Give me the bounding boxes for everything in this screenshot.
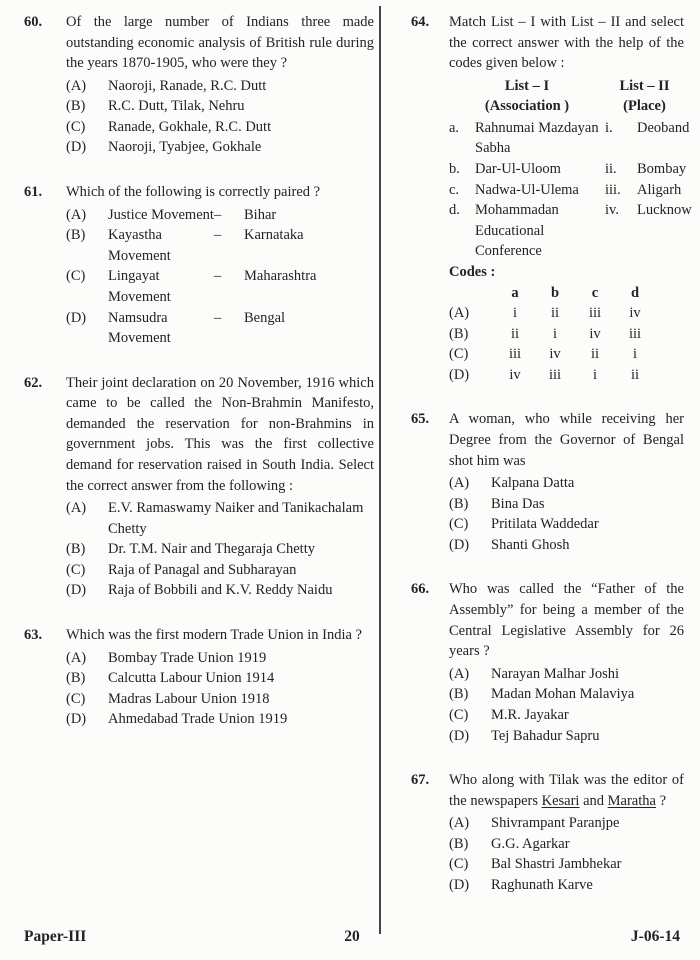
right-column bbox=[381, 0, 700, 938]
option-row bbox=[66, 668, 374, 689]
question-stem: A woman, who while receiving her Degree from the Governor of Bengal shot him was bbox=[449, 411, 684, 469]
codes-cell: i bbox=[552, 325, 558, 342]
option-row bbox=[449, 664, 684, 685]
question-number: 66. bbox=[411, 581, 430, 598]
question-67 bbox=[411, 770, 684, 895]
question-65 bbox=[411, 409, 684, 555]
option-pair-row bbox=[66, 266, 374, 307]
question-body bbox=[66, 12, 374, 158]
codes-header-spacer bbox=[449, 283, 495, 304]
option-row bbox=[66, 539, 374, 560]
option-text: Shivrampant Paranjpe bbox=[491, 815, 620, 832]
option-label: (A) bbox=[66, 500, 87, 517]
option-text: Narayan Malhar Joshi bbox=[491, 665, 620, 682]
codes-header-a: a bbox=[511, 284, 519, 301]
option-text: R.C. Dutt, Tilak, Nehru bbox=[108, 98, 245, 115]
codes-cell: iv bbox=[549, 346, 561, 363]
option-row bbox=[66, 580, 374, 601]
option-text: Raja of Panagal and Subharayan bbox=[108, 561, 297, 578]
pair-right-text: Karnataka bbox=[244, 227, 304, 244]
match-row bbox=[449, 159, 687, 180]
question-stem: Which of the following is correctly paired ? bbox=[66, 184, 321, 201]
codes-row bbox=[449, 344, 684, 365]
question-body bbox=[66, 625, 374, 730]
question-body bbox=[449, 12, 692, 385]
question-number: 61. bbox=[24, 184, 43, 201]
question-body bbox=[66, 373, 374, 601]
option-text: Madras Labour Union 1918 bbox=[108, 690, 270, 707]
stem-text: Who along with Tilak was the editor of the newspapers bbox=[449, 772, 684, 809]
codes-option-label: (C) bbox=[449, 346, 469, 363]
codes-header-row bbox=[449, 283, 684, 304]
match-name: Nadwa-Ul-Ulema bbox=[475, 181, 579, 198]
option-label: (A) bbox=[449, 815, 470, 832]
pair-dash: – bbox=[214, 309, 222, 326]
pair-left-text: Justice Movement bbox=[108, 206, 214, 223]
option-label: (A) bbox=[66, 77, 87, 94]
question-stem: Match List – I with List – II and select the correct answer with the help of the codes given below : bbox=[449, 14, 684, 72]
codes-option-label: (A) bbox=[449, 305, 470, 322]
option-text: Naoroji, Ranade, R.C. Dutt bbox=[108, 77, 267, 94]
codes-cell: ii bbox=[590, 346, 600, 363]
option-label: (D) bbox=[449, 876, 470, 893]
option-row bbox=[449, 535, 684, 556]
question-64 bbox=[411, 12, 692, 385]
underlined-newspaper-kesari: Kesari bbox=[541, 792, 580, 809]
option-text: Raja of Bobbili and K.V. Reddy Naidu bbox=[108, 582, 333, 599]
option-label: (C) bbox=[66, 561, 86, 578]
option-label: (B) bbox=[66, 98, 86, 115]
option-text: Ranade, Gokhale, R.C. Dutt bbox=[108, 118, 272, 135]
option-text: G.G. Agarkar bbox=[491, 835, 570, 852]
codes-cell: i bbox=[592, 366, 598, 383]
question-number: 63. bbox=[24, 627, 43, 644]
list1-subtitle: (Association ) bbox=[484, 98, 570, 115]
codes-cell: ii bbox=[550, 305, 560, 322]
option-pair-row bbox=[66, 225, 374, 266]
option-label: (C) bbox=[66, 268, 86, 285]
option-text: Kalpana Datta bbox=[491, 475, 575, 492]
option-row bbox=[449, 834, 684, 855]
option-text: Madan Mohan Malaviya bbox=[491, 686, 635, 703]
option-row bbox=[66, 96, 374, 117]
option-label: (B) bbox=[66, 541, 86, 558]
codes-cell: i bbox=[512, 305, 518, 322]
question-number: 62. bbox=[24, 374, 43, 391]
option-pair-row bbox=[66, 205, 374, 226]
option-row bbox=[449, 494, 684, 515]
footer-page-number: 20 bbox=[344, 928, 360, 945]
option-row bbox=[449, 854, 684, 875]
question-stem: Which was the first modern Trade Union in India ? bbox=[66, 627, 362, 644]
option-label: (B) bbox=[449, 835, 469, 852]
match-place: Aligarh bbox=[637, 181, 682, 198]
option-row bbox=[66, 709, 374, 730]
question-66 bbox=[411, 579, 684, 746]
match-place: Bombay bbox=[637, 161, 687, 178]
match-row bbox=[449, 200, 692, 262]
option-label: (B) bbox=[66, 670, 86, 687]
question-body bbox=[449, 770, 684, 895]
option-label: (D) bbox=[66, 711, 87, 728]
option-label: (A) bbox=[66, 206, 87, 223]
option-text: Bina Das bbox=[491, 495, 545, 512]
option-text: M.R. Jayakar bbox=[491, 706, 569, 723]
codes-option-label: (D) bbox=[449, 366, 470, 383]
options-list bbox=[66, 498, 374, 601]
pair-dash: – bbox=[214, 227, 222, 244]
list1-title: List – I bbox=[504, 77, 550, 94]
option-text: Naoroji, Tyabjee, Gokhale bbox=[108, 139, 262, 156]
match-place: Lucknow bbox=[637, 202, 692, 219]
pair-left-text: Kayastha Movement bbox=[108, 227, 171, 264]
option-text: Bombay Trade Union 1919 bbox=[108, 649, 267, 666]
option-label: (D) bbox=[66, 582, 87, 599]
list2-title: List – II bbox=[619, 77, 670, 94]
option-row bbox=[66, 689, 374, 710]
question-61 bbox=[24, 182, 374, 349]
match-name: Mohammadan Educational Conference bbox=[475, 202, 559, 260]
codes-cell: iii bbox=[548, 366, 562, 383]
pair-right-text: Bihar bbox=[244, 206, 277, 223]
codes-cell: ii bbox=[510, 325, 520, 342]
option-label: (D) bbox=[449, 536, 470, 553]
option-row bbox=[449, 514, 684, 535]
codes-row bbox=[449, 324, 684, 345]
codes-cell: iv bbox=[589, 325, 601, 342]
match-name: Rahnumai Mazdayan Sabha bbox=[475, 119, 599, 157]
stem-text: ? bbox=[655, 792, 667, 809]
option-row bbox=[449, 473, 684, 494]
match-place: Deoband bbox=[637, 119, 690, 136]
match-letter: d. bbox=[449, 202, 460, 219]
option-label: (A) bbox=[449, 475, 470, 492]
option-row bbox=[449, 813, 684, 834]
option-row bbox=[66, 648, 374, 669]
codes-cell: iii bbox=[588, 305, 602, 322]
pair-right-text: Bengal bbox=[244, 309, 286, 326]
options-list bbox=[66, 648, 374, 730]
list2-subtitle: (Place) bbox=[623, 98, 666, 115]
question-body bbox=[449, 579, 684, 746]
question-body bbox=[449, 409, 684, 555]
question-number: 65. bbox=[411, 411, 430, 428]
match-letter: a. bbox=[449, 119, 460, 136]
option-text: Ahmedabad Trade Union 1919 bbox=[108, 711, 288, 728]
pair-dash: – bbox=[214, 268, 222, 285]
option-label: (B) bbox=[449, 495, 469, 512]
question-number: 60. bbox=[24, 14, 43, 30]
option-label: (C) bbox=[449, 706, 469, 723]
codes-cell: iv bbox=[629, 305, 641, 322]
codes-header-c: c bbox=[591, 284, 599, 301]
footer-paper-code: J-06-14 bbox=[630, 928, 680, 945]
option-label: (D) bbox=[449, 727, 470, 744]
match-numeral: iv. bbox=[605, 202, 619, 219]
options-list bbox=[66, 205, 374, 349]
options-list bbox=[449, 473, 684, 555]
option-label: (D) bbox=[66, 309, 87, 326]
option-label: (C) bbox=[66, 118, 86, 135]
pair-right-text: Maharashtra bbox=[244, 268, 317, 285]
option-pair-row bbox=[66, 308, 374, 349]
option-text: Shanti Ghosh bbox=[491, 536, 570, 553]
stem-text: and bbox=[579, 792, 608, 809]
question-stem: Of the large number of Indians three made outstanding economic analysis of British rule during the years 1870-1905, who were they ? bbox=[66, 14, 374, 72]
match-row bbox=[449, 118, 690, 159]
options-list bbox=[449, 813, 684, 895]
option-row bbox=[449, 684, 684, 705]
codes-cell: iv bbox=[509, 366, 521, 383]
match-list-headers bbox=[449, 76, 684, 117]
question-63 bbox=[24, 625, 374, 730]
question-number: 64. bbox=[411, 14, 430, 30]
question-stem: Who was called the “Father of the Assembly” for being a member of the Central Legislative Assembly for 26 years ? bbox=[449, 581, 684, 660]
option-row bbox=[66, 560, 374, 581]
option-label: (A) bbox=[66, 649, 87, 666]
option-label: (C) bbox=[449, 516, 469, 533]
option-label: (C) bbox=[449, 856, 469, 873]
match-letter: c. bbox=[449, 181, 460, 198]
codes-label: Codes : bbox=[449, 263, 496, 280]
list2-header bbox=[605, 76, 684, 117]
question-60 bbox=[24, 12, 374, 158]
option-text: Raghunath Karve bbox=[491, 876, 593, 893]
pair-left-text: Lingayat Movement bbox=[108, 268, 171, 305]
option-label: (B) bbox=[449, 686, 469, 703]
footer-paper-label: Paper-III bbox=[24, 928, 87, 945]
match-name: Dar-Ul-Uloom bbox=[475, 161, 561, 178]
underlined-newspaper-maratha: Maratha bbox=[607, 792, 656, 809]
codes-row bbox=[449, 303, 684, 324]
question-stem: Their joint declaration on 20 November, 1916 which came to be called the Non-Brahmin Manifesto, demanded the reservation for non-Brahmins in government jobs. This was the first collective demand for reservation raised in South India. Select the correct answer from the following : bbox=[66, 374, 374, 494]
match-numeral: ii. bbox=[605, 161, 617, 178]
codes-header-b: b bbox=[550, 284, 560, 301]
question-number: 67. bbox=[411, 772, 430, 789]
option-row bbox=[449, 705, 684, 726]
codes-option-label: (B) bbox=[449, 325, 469, 342]
option-text: E.V. Ramaswamy Naiker and Tanikachalam Chetty bbox=[108, 500, 364, 537]
pair-left-text: Namsudra Movement bbox=[108, 309, 171, 347]
option-row bbox=[66, 498, 374, 539]
option-text: Tej Bahadur Sapru bbox=[491, 727, 600, 744]
option-row bbox=[449, 726, 684, 747]
option-text: Bal Shastri Jambhekar bbox=[491, 856, 622, 873]
option-label: (D) bbox=[66, 139, 87, 156]
match-letter: b. bbox=[449, 161, 460, 178]
page-footer bbox=[0, 926, 700, 948]
options-list bbox=[449, 664, 684, 746]
question-62 bbox=[24, 373, 374, 601]
codes-cell: iii bbox=[508, 346, 522, 363]
question-stem bbox=[449, 770, 684, 811]
option-label: (C) bbox=[66, 690, 86, 707]
option-text: Dr. T.M. Nair and Thegaraja Chetty bbox=[108, 541, 315, 558]
option-text: Calcutta Labour Union 1914 bbox=[108, 670, 275, 687]
option-row bbox=[66, 76, 374, 97]
option-row bbox=[449, 875, 684, 896]
list1-header bbox=[449, 76, 605, 117]
option-label: (B) bbox=[66, 227, 86, 244]
pair-dash: – bbox=[214, 206, 222, 223]
question-body bbox=[66, 182, 374, 349]
codes-cell: ii bbox=[630, 366, 640, 383]
match-numeral: iii. bbox=[605, 181, 621, 198]
codes-cell: iii bbox=[628, 325, 642, 342]
options-list bbox=[66, 76, 374, 158]
option-label: (A) bbox=[449, 665, 470, 682]
option-row bbox=[66, 137, 374, 158]
match-numeral: i. bbox=[605, 119, 613, 136]
codes-header-d: d bbox=[630, 284, 640, 301]
codes-row bbox=[449, 365, 684, 386]
codes-cell: i bbox=[632, 346, 638, 363]
option-row bbox=[66, 117, 374, 138]
option-text: Pritilata Waddedar bbox=[491, 516, 599, 533]
match-row bbox=[449, 180, 684, 201]
